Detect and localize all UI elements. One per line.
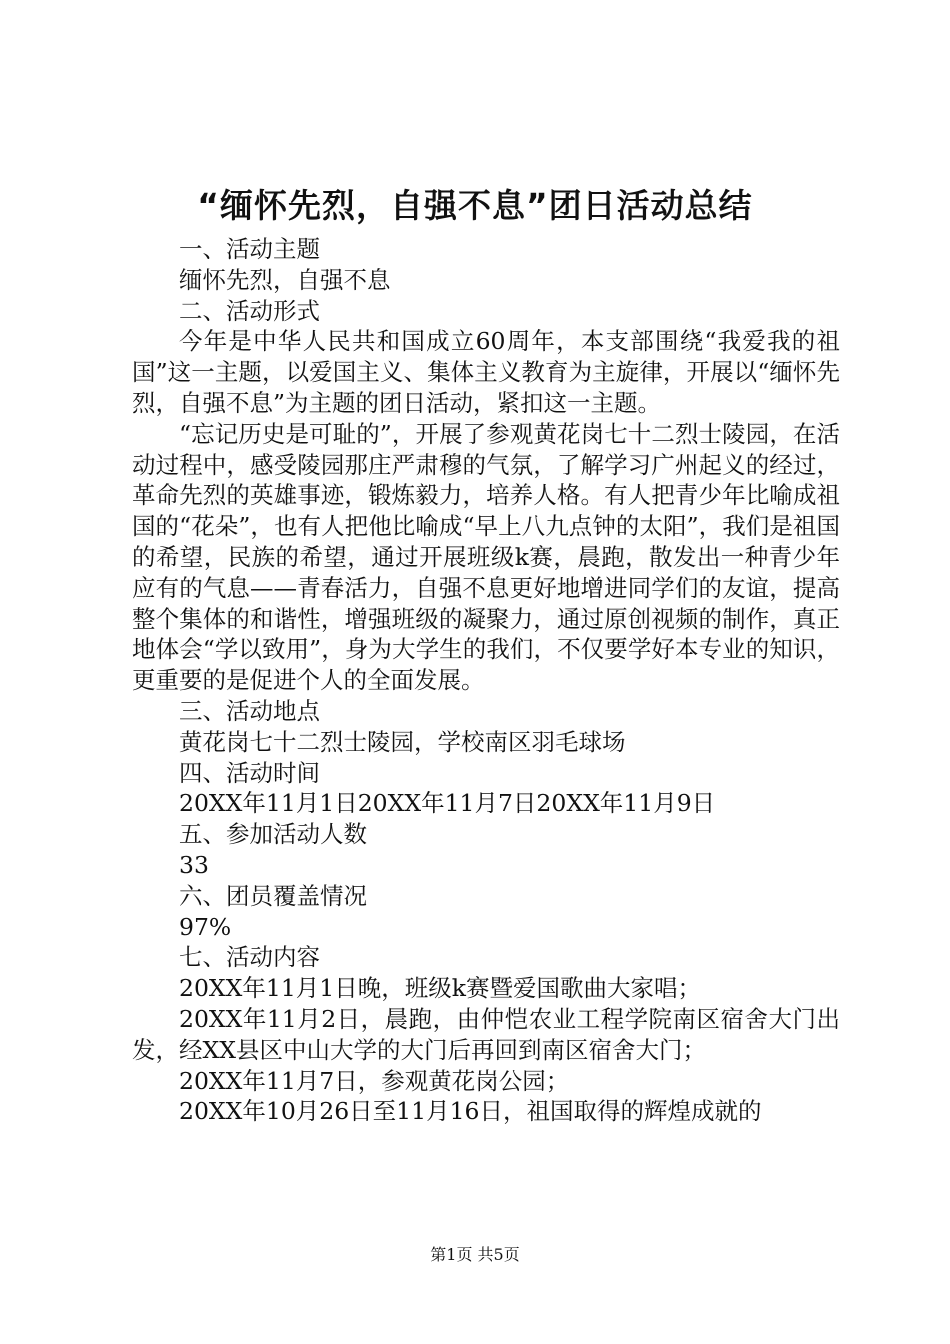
content-item-3: 20XX年11月7日，参观黄花岗公园； [179, 1066, 570, 1095]
section-heading-theme: 一、活动主题 [179, 235, 320, 263]
theme-text: 缅怀先烈，自强不息 [179, 265, 391, 294]
document-title: “缅怀先烈，自强不息”团日活动总结 [197, 186, 753, 225]
content-item-1: 20XX年11月1日晚，班级k赛暨爱国歌曲大家唱； [179, 974, 701, 1003]
section-heading-content: 七、活动内容 [179, 943, 320, 972]
format-paragraph-2: “忘记历史是可耻的”，开展了参观黄花岗七十二烈士陵园，在活动过程中，感受陵园那庄严肃穆的气氛，了解学习广州起义的经过，革命先烈的英雄事迹，锻炼毅力，培养人格。有人把青少年比喻成祖国的“花朵”，也有人把他比喻成“早上八九点钟的太阳”，我们是祖国的希望，民族的希望，通过开展班级k赛，晨跑，散发出一种青少年应有的气息——青春活力，自强不息更好地增进同学们的友谊，提高整个集体的和谐性，增强班级的凝聚力，通过原创视频的制作，真正地体会“学以致用”，身为大学生的我们，不仅要学好本专业的知识，更重要的是促进个人的全面发展。 [132, 419, 840, 695]
section-heading-participants: 五、参加活动人数 [179, 820, 367, 849]
section-heading-time: 四、活动时间 [179, 758, 320, 787]
section-heading-location: 三、活动地点 [179, 696, 320, 725]
coverage-value: 97% [179, 912, 232, 941]
content-item-2: 20XX年11月2日，晨跑，由仲恺农业工程学院南区宿舍大门出发，经XX县区中山大学的大门后再回到南区宿舍大门； [132, 1004, 840, 1064]
section-heading-format: 二、活动形式 [179, 296, 320, 325]
format-paragraph-1: 今年是中华人民共和国成立60周年，本支部围绕“我爱我的祖国”这一主题，以爱国主义、集体主义教育为主旋律，开展以“缅怀先烈，自强不息”为主题的团日活动，紧扣这一主题。 [132, 327, 840, 417]
page-footer: 第1页 共5页 [430, 1245, 520, 1264]
time-text: 20XX年11月1日20XX年11月7日20XX年11月9日 [179, 789, 716, 818]
content-item-4: 20XX年10月26日至11月16日，祖国取得的辉煌成就的 [179, 1097, 762, 1126]
section-heading-coverage: 六、团员覆盖情况 [179, 881, 367, 910]
document-body [132, 234, 840, 1127]
location-text: 黄花岗七十二烈士陵园，学校南区羽毛球场 [179, 727, 626, 756]
participants-count: 33 [179, 850, 209, 879]
